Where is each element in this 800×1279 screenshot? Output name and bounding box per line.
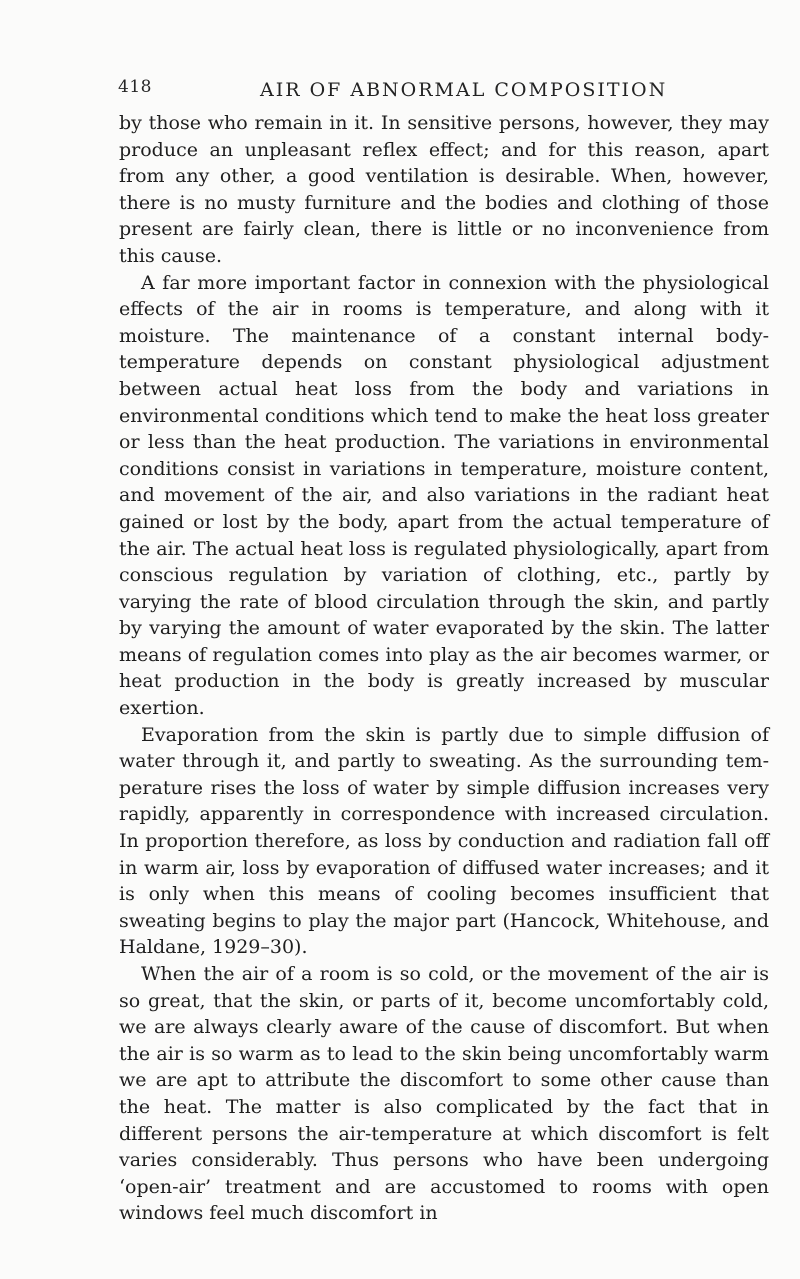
paragraph: by those who remain in it. In sensitive persons, however, they may produce an unpleasant reflex effect; and for this reason, apart from any other, a good ventilation is desirable. When, however, there is no musty furniture and the bodies and clothing of those present are fairly clean, there is little or no inconvenience from this cause. <box>119 112 769 267</box>
body-text <box>119 110 769 1227</box>
running-title: AIR OF ABNORMAL COMPOSITION <box>260 79 668 101</box>
paragraph: A far more important factor in connexion with the physiological effects of the air in rooms is temperature, and along with it moisture. The maintenance of a constant internal body-temperature depends on constant physiological adjustment between actual heat loss from the body and variations in environmental conditions which tend to make the heat loss greater or less than the heat production. The variations in environmental conditions consist in variations in temperature, moisture content, and movement of the air, and also variations in the radiant heat gained or lost by the body, apart from the actual temperature of the air. The actual heat loss is regulated physiologically, apart from conscious regulation by variation of clothing, etc., partly by varying the rate of blood circulation through the skin, and partly by varying the amount of water evaporated by the skin. The latter means of regulation comes into play as the air becomes warmer, or heat production in the body is greatly increased by muscular exertion. <box>119 271 769 720</box>
paragraph: Evaporation from the skin is partly due to simple diffusion of water through it, and partly to sweating. As the surrounding temperature rises the loss of water by simple diffusion increases very rapidly, apparently in correspondence with increased circulation. In proportion therefore, as loss by conduction and radiation fall off in warm air, loss by evaporation of diffused water increases; and it is only when this means of cooling becomes insufficient that sweating begins to play the major part (Hancock, Whitehouse, and Haldane, 1929–30). <box>119 723 769 959</box>
paragraph: When the air of a room is so cold, or the movement of the air is so great, that the skin, or parts of it, become uncomfortably cold, we are always clearly aware of the cause of discomfort. But when the air is so warm as to lead to the skin being uncomfortably warm we are apt to attribute the discomfort to some other cause than the heat. The matter is also complicated by the fact that in different persons the air-temperature at which discomfort is felt varies considerably. Thus persons who have been undergoing ‘open-air’ treatment and are accustomed to rooms with open windows feel much discomfort in <box>119 963 769 1225</box>
page-number: 418 <box>118 77 152 97</box>
